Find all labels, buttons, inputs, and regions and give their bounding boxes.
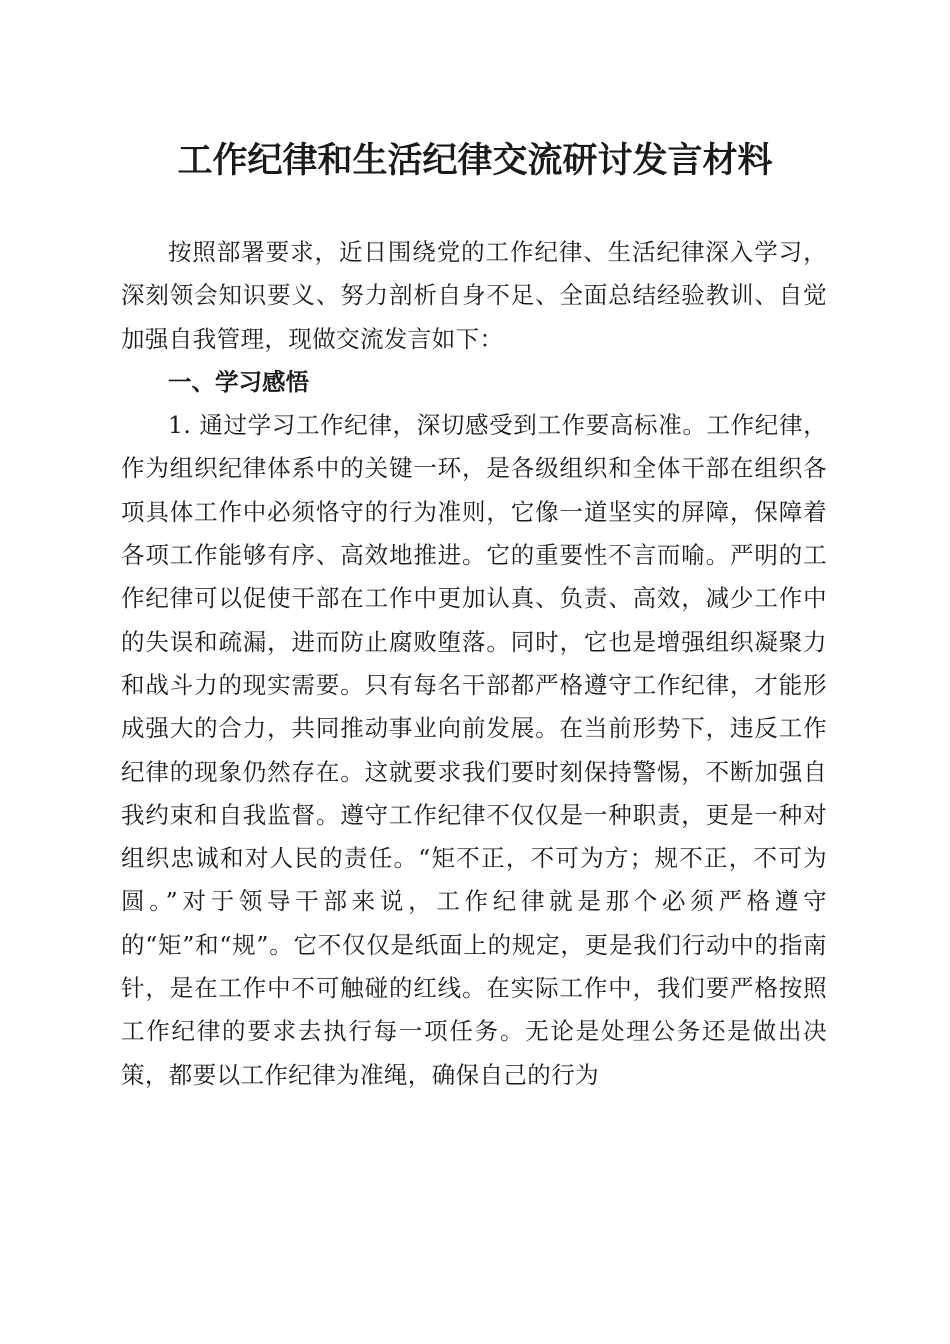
section-heading: 一、学习感悟: [168, 367, 309, 396]
document-body: [121, 231, 827, 1097]
section-paragraph: 1. 通过学习工作纪律，深切感受到工作要高标准。工作纪律，作为组织纪律体系中的关键一环，是各级组织和全体干部在组织各项具体工作中必须恪守的行为准则，它像一道坚实的屏障，保障着各项工作能够有序、高效地推进。它的重要性不言而喻。严明的工作纪律可以促使干部在工作中更加认真、负责、高效，减少工作中的失误和疏漏，进而防止腐败堕落。同时，它也是增强组织凝聚力和战斗力的现实需要。只有每名干部都严格遵守工作纪律，才能形成强大的合力，共同推动事业向前发展。在当前形势下，违反工作纪律的现象仍然存在。这就要求我们要时刻保持警惕，不断加强自我约束和自我监督。遵守工作纪律不仅仅是一种职责，更是一种对组织忠诚和对人民的责任。“矩不正，不可为方；规不正，不可为圆。”对于领导干部来说，工作纪律就是那个必须严格遵守的“矩”和“规”。它不仅仅是纸面上的规定，更是我们行动中的指南针，是在工作中不可触碰的红线。在实际工作中，我们要严格按照工作纪律的要求去执行每一项任务。无论是处理公务还是做出决策，都要以工作纪律为准绳，确保自己的行为: [121, 411, 827, 1089]
intro-paragraph: 按照部署要求，近日围绕党的工作纪律、生活纪律深入学习，深刻领会知识要义、努力剖析自身不足、全面总结经验教训、自觉加强自我管理，现做交流发言如下：: [121, 238, 827, 353]
document-title: 工作纪律和生活纪律交流研讨发言材料: [177, 140, 773, 181]
